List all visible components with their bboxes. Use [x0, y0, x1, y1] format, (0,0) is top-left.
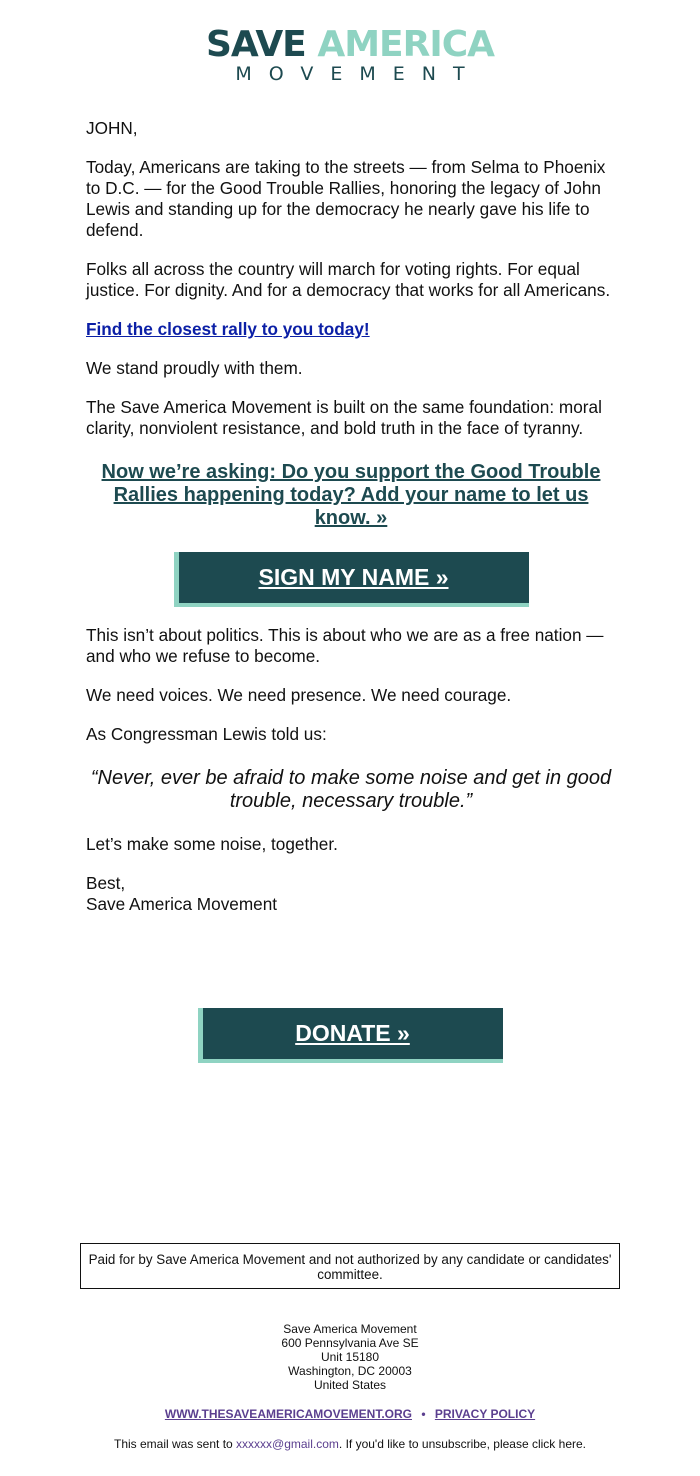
footer-links [0, 1407, 700, 1421]
brand-logo [0, 26, 700, 86]
paid-for-disclaimer: Paid for by Save America Movement and not authorized by any candidate or candidates' committee. [80, 1243, 620, 1289]
unsubscribe-note [0, 1437, 700, 1451]
find-rally-link[interactable]: Find the closest rally to you today! [86, 319, 370, 339]
sent-suffix[interactable]: . If you'd like to unsubscribe, please click here. [338, 1437, 586, 1451]
signoff-block [86, 873, 616, 915]
add-name-link[interactable]: Now we’re asking: Do you support the Good Trouble Rallies happening today? Add your name to let us know. » [101, 461, 601, 529]
address-org: Save America Movement [283, 1322, 417, 1336]
lewis-quote: “Never, ever be afraid to make some noise and get in good trouble, necessary trouble.” [90, 767, 612, 812]
sent-prefix: This email was sent to [113, 1437, 237, 1451]
greeting: JOHN, [86, 118, 138, 138]
paragraph-1: Today, Americans are taking to the streets — from Selma to Phoenix to D.C. — for the Good Trouble Rallies, honoring the legacy of John Lewis and standing up for the democracy he nearly gave his life to defend. [86, 157, 606, 240]
logo-word-save: SAVE [205, 24, 306, 65]
website-link[interactable]: WWW.THESAVEAMERICAMOVEMENT.ORG [164, 1407, 412, 1421]
logo-word-america: AMERICA [317, 24, 495, 65]
privacy-policy-link[interactable]: PRIVACY POLICY [434, 1407, 536, 1421]
address-city: Washington, DC 20003 [288, 1364, 412, 1378]
logo-title [0, 26, 700, 64]
email-body [86, 118, 616, 933]
logo-word-movement: MOVEMENT [235, 63, 482, 85]
signature: Save America Movement [86, 894, 278, 914]
paragraph-4: The Save America Movement is built on the same foundation: moral clarity, nonviolent resistance, and bold truth in the face of tyranny. [86, 397, 602, 438]
paragraph-2: Folks all across the country will march for voting rights. For equal justice. For dignity. And for a democracy that works for all Americans. [86, 259, 611, 300]
paragraph-7: As Congressman Lewis told us: [86, 724, 327, 744]
address-street: 600 Pennsylvania Ave SE [281, 1336, 419, 1350]
recipient-email[interactable]: xxxxxx@gmail.com [236, 1437, 339, 1451]
paragraph-6: We need voices. We need presence. We need courage. [86, 685, 512, 705]
mailing-address [0, 1322, 700, 1392]
address-country: United States [313, 1378, 387, 1392]
donate-button[interactable]: DONATE » [198, 1008, 503, 1063]
paragraph-5: This isn’t about politics. This is about who we are as a free nation — and who we refuse to become. [86, 625, 604, 666]
link-separator: • [421, 1407, 426, 1421]
ask-section [86, 461, 616, 530]
paragraph-3: We stand proudly with them. [86, 358, 303, 378]
signoff: Best, [86, 873, 126, 893]
address-unit: Unit 15180 [320, 1350, 380, 1364]
sign-my-name-button[interactable]: SIGN MY NAME » [174, 552, 529, 607]
paragraph-8: Let’s make some noise, together. [86, 834, 338, 854]
